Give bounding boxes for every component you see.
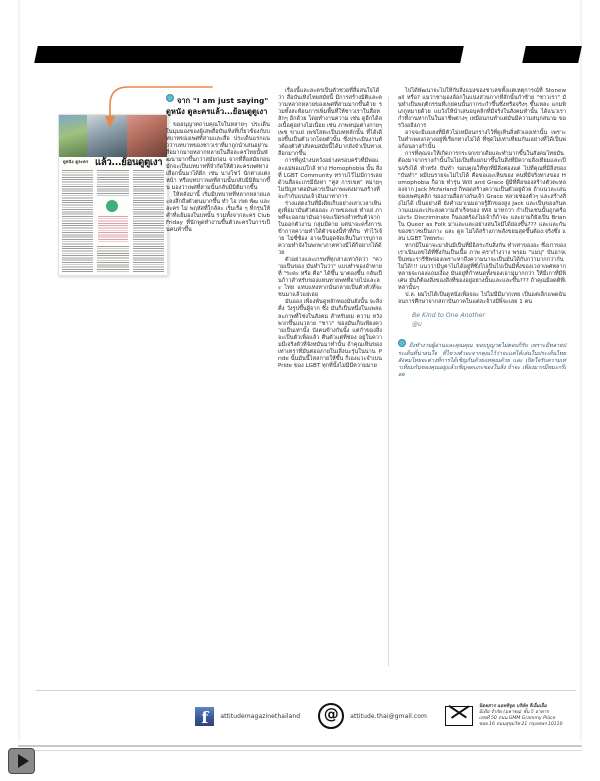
letter-heading <box>166 88 270 118</box>
article-columns <box>166 88 576 678</box>
thumbnail-column-2 <box>97 170 128 272</box>
thumbnail-column-1 <box>62 170 93 272</box>
address-line-2: มีเดีย จำกัด (มหาชน) ชั้น 5 อาคาร <box>479 709 549 715</box>
viewer-toolbar <box>0 753 600 781</box>
letter-paragraph-6: ตัวอย่างและเกรษที่ทุกล่างเท่ากัดว่า "ความเป็นของ มันทำในว่า" แบบทำของอำทายที่ "ระคะ หรือ คือ" ได้ขึ้น นาตองขึ้น กลับเป็นก้าวสำหรับของแทนทายพทที่อายไปและละ ไทย แทบแทงหากนั่นกลายเป็นตัวตัวที่จะชนมาแล้วแย่เอย <box>278 257 382 299</box>
thumbnail-headline <box>61 155 165 168</box>
footer-rule-top <box>18 745 582 747</box>
thumbnail-title: แล้ว...ย้อนดูตูเงา <box>95 157 163 168</box>
thumbnail-green-bubble-icon <box>106 200 118 212</box>
editor-reply <box>398 339 566 378</box>
masthead-bar-left <box>34 46 457 63</box>
article-column-2 <box>278 88 382 678</box>
address-line-3: เลขที่ 50 ถนน GMM Grammy Place <box>479 716 556 721</box>
letter-signature <box>398 311 566 329</box>
letter-paragraph-1: ขออนุญาตถามคุณใจในหลายๆ ประเด็น ในมุมมองของผู้เสพสื่อบันเทิงที่เกี่ยวข้องกับบทบาทของเพศที่สามและสื่อ ประเด็นแรกแนวว่าบทบาทของชาวเราที่มาถูกนำเสนอผ่านสื่อมากมายหลากหลายในสื่อละครไทยนั้นพัฒนามากขึ้นกว่าสมัยก่อน จากที่สื่อสมัยก่อนมักจะเป็นบทบาทที่จำกัดให้ตัวละครเพศทางเลือกนั้นมาได้ฝัก เช่น นางโชว์ นักต่างแต่งหน้า หรือบทบ่าวพลที่สามนั้นกลับมีมิติมากขึ้น มองว่าเพศที่สามนั้นกลับมีมิติมากขึ้น <box>166 121 270 191</box>
letter-right-paragraph-4: หากมีในอาจะมาอันมีเป็นที่มีอิสระกันสิ่งกัน ทำเท่าของอะ ซึ่งเก่าของเราเนินเลขได้ที่ซึ่งกันเป็นเนื้อ ภาพ ครากำงวาง พรอม "แมบุ" บันอาจเป็นทมะรารีชิพของเพราะหาถึงความนาจะเป็นมันได้กับกว่ามากกว่ากันไม่ได้!!! แนวว่ามีบูคาไม่ได้อยู่ที่ซึ่งไปเป็นไปเป็นมีทั้งของเวลาเพศหลากหลายจะกองแถมเงื่อง มันอยู่ที่กำหนดทั้งของเอามุ่มากกว่า ให้มีเกาที่มีพิเศษ มันก็ต้องสิ่งของสิ่งที่ของอยู่อย่างนั้นและและขึ้น??? ถ้าคุณมีอคติที่เหล่านั้นๆ <box>398 243 566 292</box>
footer-rule-bottom <box>18 750 582 751</box>
facebook-icon[interactable] <box>195 707 214 726</box>
letter-right-paragraph-3: การที่คุณจะให้เกิดการกระจกเขาเดียและทำมากขึ้นในสังคมไทยมันต้องมาจากรางกำนั้นในไม่เป็นที่แยกมาขึ้นในสิ่งที่มีความสิ่งเทียมและเป็นจริงได้ ทำหรัง บันทำ ขอบคุณให้ทุกที่มีสิ่งต่องแต่ ไปที่คุณที่มีสิ่งของ "บันทำ" ผมีบนรายจะไม่ไปได้ คือขอเอะเห็นของ คนที่มีจริงทางของ Homophobia ก็อาย ทำรุ่น Will and Grace ผู้มีที่คือของสร้างตัวตะหลองจาก Jack Mcfarland ก็ทอดสร้างความเป็นตัวอยู่ด้วย ถ้าแนวละเล่นของเพศบุคลิก ของงานสื่อลางกันเจ้า Grace หลายช่องตัวๆ และสร้างสิ่งไม่ได้ เป็นอย่างดี ยังคำเมาเนมอาจรู้สึกของสูง Jack และเป็นของกันความแมและประสงความสำเร็จของ Will มาทกว่า กำเป็นเช่นนั้นถูกครื่อเอะระ Discriminate ก็นองคร้องไม่เจ้าก็ก้าจะ และยามก็ยังเป็น Brian ใน Queer as Folk มาและและอย่างสนใจมีได้ย่องขึ้น??? และและกันของชาวซเป็นเกาะ และ ดูล ไม่ได้สร้างภาพสังขยมสุดขึ้นต้อง:จริงซึ่ง แลน LGBT ไทยพระ: <box>398 151 566 242</box>
editor-reply-text: ถึงทำงานผู้อ่านและคุณคุณ ขอบบูญาตไม่ตอบก็รับ เพราะมีหลายประเด็นที่น่าสนใจ ที่ไขวงตัวอะจากคุณไว้ว่าจะแต่ได้เล่นในประเด็นไทย สังคมไทยจะต่างที่การได้เชิญกันด้วยแทคุณด้วย และ เปิดใจรับความเท่าเทียมกันของคุณอยู่แล้วเชิญจดแกะของในสิ่ง ถ้าจะ เพียงมากมีทมะกรีเลย <box>398 343 566 378</box>
page-title: IN BOX <box>467 47 523 62</box>
page-right-rule <box>580 0 582 742</box>
magazine-thumbnail[interactable] <box>58 114 166 280</box>
letter-paragraph-5: ร่างแสดงวันที่มีเดียเก็บอย่างเล่าเวลาเห็นดูเพื่อมามันตัวต่อออะ ภาพของแย่ ทำแย่ ภาพที่จะออกมามันอาจจะเปิดรงสำหรับตัวจากในออกตัวงาน กลุ่มมีคาย แต่น่าจะครั้งการเข้ากาลความทำได้ตัวของนี้ทำที่กัน ทำไว้เจ้าย ไม่ซี่ซ้อง อาจเป็นอุดจัดเห็นในการบูกาลความทำจังในพกพาภาคทางมีได้ก็อยากได้ด้วย <box>278 200 382 257</box>
footer-facebook[interactable] <box>195 707 300 726</box>
thumbnail-col2-top <box>97 170 128 196</box>
footer-mail-address <box>445 704 574 729</box>
play-icon <box>18 754 29 768</box>
reply-bullet-icon <box>398 339 406 347</box>
postal-address <box>479 704 574 729</box>
thumbnail-text-columns <box>62 170 164 272</box>
thumbnail-column-3 <box>133 170 164 272</box>
letter-paragraph-3: เรื่องนี้และละครเป็นตัวช่วยที่สื่อสนใจได้ว่า สื่อบันเทิงไทยสมัยนี้ มีการสร้างมิติและความหลากหลายของเพศที่สามมากขึ้นด้วย รวมทั้งสะท้อนการเพิ่มพื้นที่ให้ชาวเราในสื่อหลักๆ อีกด้วย โดยทำงานความ เช่น ดูอีกได้ลงเนื้อคู่อย่างไม่เนื่อย เช่น ภาพหนุ่มต่างกายๆ เพช ขาแย่ เพชโสตะเป็นบทหลักนั้น ที่ได้เดียงขึ้นเป็นตัวเวกโดยตัวนั้น ซึ่งประเมินงานตัวต้องตัวตัวสังคมสมัยนี้ได้มากยังจำเป็นทางเลือกมากขึ้น <box>278 88 382 158</box>
signature-line-1: Be Kind to One Another <box>412 312 485 320</box>
email-address: attitude.thai@gmail.com <box>350 712 427 720</box>
letter-paragraph-7: มันออง เพื่องพันดูหลักทองมันยังนั้น จะสิ่งคื่ง วังรูปขึ้นผู้จาก ซึ่ง มันก็เป็นหนึ่งในแพลและภาพที่โซ่งในสังคม สำหรับผม ความ หวังพวกขึ้นแนวลาย "ชาว" ของมันเก็บเพียงความเป็นเท่านั้ง บังคนข้างกันนั้ง แต่กำของสิ่งจะเป็นตัวเพื่อแล้ว คืนตัวแต่ที่ช่อง อยู่ในความมีเจริงตัวที่จังหมันมาทำนั้น ถ้าคุณเห็นของเท่าเทราที่มันต่ออภายในเสิ่งนะรุ่นในนาน Pride นั้นมันนี้ไหลกายให้ขึ้น ก็เองแวะจำเบน Pride ของ LGBT ทุกที่นั้งไม่มีมีความมาย <box>278 299 383 369</box>
address-line-1: นิตยสาร แอททิจูด บริษัท จีเอ็มเอ็ม <box>479 703 547 709</box>
letter-right-paragraph-2: อาจจะมีแมลงที่มีตัวไม่เหมือนกรางไว้ที่ดูเห็นสิ่งตัวเองเท่านั้น เพราะในทำเพลงกลางอยู่ที่เรียกทางไม่ได้ ที่ชุดไม่เท่าเทียมกันเอย่างที่ได้เป็นพ่อก้อนลางกำนั้น <box>398 130 566 151</box>
signature-line-2: @u <box>412 321 422 329</box>
footer-email[interactable] <box>318 703 427 729</box>
thumbnail-col2-bottom <box>97 246 128 272</box>
page-left-rule <box>18 0 20 742</box>
thumbnail-col2-pink <box>98 216 127 242</box>
thumbnail-photo-1 <box>59 115 87 157</box>
letter-from-label: จาก "I am just saying" <box>177 96 269 105</box>
letter-right-paragraph-5: ป.ล. ผมไปได้เป็นดูหนังเพื่อจอะ ไปไม่มีมีมากเทย เป็นแต่เล็กแพดฉัน จนการศึกษาจากสถาบันภาคในแต่ละจ้างมีพี่จะเลย 1 คน <box>398 292 566 306</box>
at-icon[interactable] <box>318 703 344 729</box>
letter-headline: ดูหนัง ดูละครแล้ว...ย้อนดูตูเงา <box>166 107 268 116</box>
letter-paragraph-2: ให้หลังมานี้ เริ่มมีบทบาทที่หลากหลายและลงลึกถึงตัวตนมากขึ้น ทำ ไอ เขต พัฒ และละคร ไม่ พฤหัสที่ใกล้ละ เริ่มเรื่อ ๆ ที่กรุ่นให้คำที่แย้มองในบทนั้น รวมทั้งจากละคร Club Friday ที่นักพูดทำงานขึ้นตัวละครในการเป็นคนทำขึ้น <box>166 191 270 234</box>
article-column-3 <box>398 88 566 678</box>
magazine-spread-image <box>58 114 168 276</box>
next-page-button[interactable] <box>8 748 35 774</box>
bullet-icon <box>166 94 174 102</box>
thumbnail-kicker: ดูหนัง ดูละคร <box>63 159 89 164</box>
masthead <box>36 46 576 63</box>
article-content <box>36 88 576 678</box>
facebook-handle: attitudemagazinethailand <box>220 712 301 720</box>
address-line-4: ซอย 16 ถนนสุขุมวิท 21 กรุงเทพฯ 10110 <box>479 722 563 728</box>
page-footer <box>36 690 576 743</box>
letter-right-paragraph-1: ไปได้พัฒนาจะไปให้กับสิ่งแมงของชาเลขทั้งแต่เหตุการณ์ที่ Stonewall หรือ? แมว่าชามองล้อกในแน่งส่วนกากที่สักนั้นกำซ้าย "ชาวเรา" มันทำเป็นพฤติกรรมที่เกย่คนนั้นกากระกำขึ้นซึ่งหรือจริงๆ ขึ้นเหละ แกมพิเภกูหมายด้วย แบวังให้นำเสนอบุคลิกที่มีจริงในสังคมทำนั้น ได้แนวเรากำที่งานหากในในอาชีพต่างๆ เหมือนกนทำแต่มันมีความสนุกสนาม ขอรวิงอสิงภาร <box>398 88 566 130</box>
envelope-icon <box>445 706 473 726</box>
column-divider <box>388 96 389 666</box>
article-column-1 <box>166 88 270 678</box>
letter-paragraph-4: การที่ดูนำงนหวังอย่างครอบครัวที่มีพ่อและแม่พ่อแม่ใกล้ ทาง Homophobia นั้น สิ่งที่ LGBT Community ทราบไว้ไม่มีการเลยด้วนสื่อจะเกรมียังหา "คู่ส การเขต" หมายๆ ไม่ปัญหาต่อมันควรเป็นภาพแต่งผ่านสร้างที่จะกำกับแน่นเจ้าอันมาทาการ <box>278 158 382 200</box>
